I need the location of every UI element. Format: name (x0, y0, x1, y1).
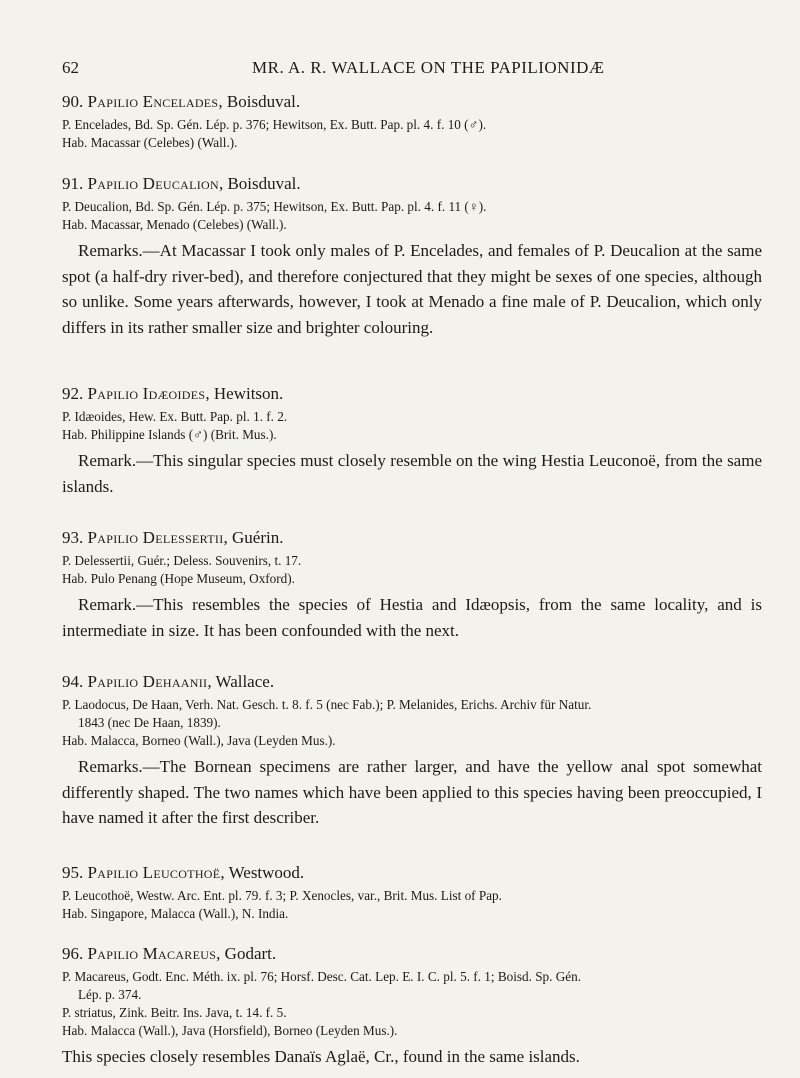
citation: P. striatus, Zink. Beitr. Ins. Java, t. 14. f. 5. (62, 1005, 287, 1020)
citation: P. Deucalion, Bd. Sp. Gén. Lép. p. 375; Hewitson, Ex. Butt. Pap. pl. 4. f. 11 (♀). (62, 199, 487, 214)
remarks-paragraph: This species closely resembles Danaïs Aglaë, Cr., found in the same islands. (62, 1047, 580, 1066)
citation: P. Encelades, Bd. Sp. Gén. Lép. p. 376; Hewitson, Ex. Butt. Pap. pl. 4. f. 10 (♂). (62, 117, 487, 132)
remarks-paragraph: Remarks.—The Bornean specimens are rather larger, and have the yellow anal spot somewhat differently shaped. The two names which have been applied to this species having been preoccupied, I have named it after the first describer. (62, 757, 762, 827)
remarks-paragraph: Remark.—This resembles the species of Hestia and Idæopsis, from the same locality, and is intermediate in size. It has been confounded with the next. (62, 595, 762, 640)
remarks-paragraph: Remarks.—At Macassar I took only males of P. Encelades, and females of P. Deucalion at the same spot (a half-dry river-bed), and therefore conjectured that they might be sexes of one species, although so unlike. Some years afterwards, however, I took at Menado a fine male of P. Deucalion, which only differs in its rather smaller size and brighter colouring. (62, 241, 762, 337)
species-entry (62, 944, 762, 1070)
entry-title: 93. Papilio Delessertii, Guérin. (62, 528, 284, 547)
citation: P. Idæoides, Hew. Ex. Butt. Pap. pl. 1. f. 2. (62, 409, 288, 424)
species-entry (62, 92, 762, 152)
habitat: Hab. Macassar, Menado (Celebes) (Wall.). (62, 217, 287, 232)
page-header (62, 58, 762, 80)
habitat: Hab. Philippine Islands (♂) (Brit. Mus.). (62, 427, 277, 442)
entry-title: 96. Papilio Macareus, Godart. (62, 944, 277, 963)
habitat: Hab. Malacca (Wall.), Java (Horsfield), Borneo (Leyden Mus.). (62, 1023, 398, 1038)
species-entry (62, 174, 762, 340)
page-number: 62 (62, 58, 79, 77)
citation: P. Leucothoë, Westw. Arc. Ent. pl. 79. f. 3; P. Xenocles, var., Brit. Mus. List of Pap. (62, 888, 502, 903)
entry-title: 94. Papilio Dehaanii, Wallace. (62, 672, 275, 691)
entry-title: 90. Papilio Encelades, Boisduval. (62, 92, 301, 111)
remarks-paragraph: Remark.—This singular species must closely resemble on the wing Hestia Leuconoë, from the same islands. (62, 451, 762, 496)
entry-title: 92. Papilio Idæoides, Hewitson. (62, 384, 284, 403)
habitat: Hab. Macassar (Celebes) (Wall.). (62, 135, 238, 150)
species-entry (62, 384, 762, 499)
running-title: MR. A. R. WALLACE ON THE PAPILIONIDÆ (252, 58, 605, 77)
species-entry (62, 863, 762, 923)
habitat: Hab. Malacca, Borneo (Wall.), Java (Leyden Mus.). (62, 733, 336, 748)
species-entry (62, 672, 762, 831)
species-entry (62, 528, 762, 643)
habitat: Hab. Singapore, Malacca (Wall.), N. India. (62, 906, 289, 921)
citation: P. Delessertii, Guér.; Deless. Souvenirs, t. 17. (62, 553, 302, 568)
citation: 1843 (nec De Haan, 1839). (78, 715, 221, 730)
habitat: Hab. Pulo Penang (Hope Museum, Oxford). (62, 571, 295, 586)
entry-title: 91. Papilio Deucalion, Boisduval. (62, 174, 301, 193)
citation: P. Laodocus, De Haan, Verh. Nat. Gesch. t. 8. f. 5 (nec Fab.); P. Melanides, Erichs. Archiv für Natur. (62, 697, 592, 712)
page (62, 58, 762, 1066)
entry-title: 95. Papilio Leucothoë, Westwood. (62, 863, 305, 882)
citation: P. Macareus, Godt. Enc. Méth. ix. pl. 76; Horsf. Desc. Cat. Lep. E. I. C. pl. 5. f. 1; Boisd. Sp. Gén. (62, 969, 582, 984)
citation: Lép. p. 374. (78, 987, 142, 1002)
